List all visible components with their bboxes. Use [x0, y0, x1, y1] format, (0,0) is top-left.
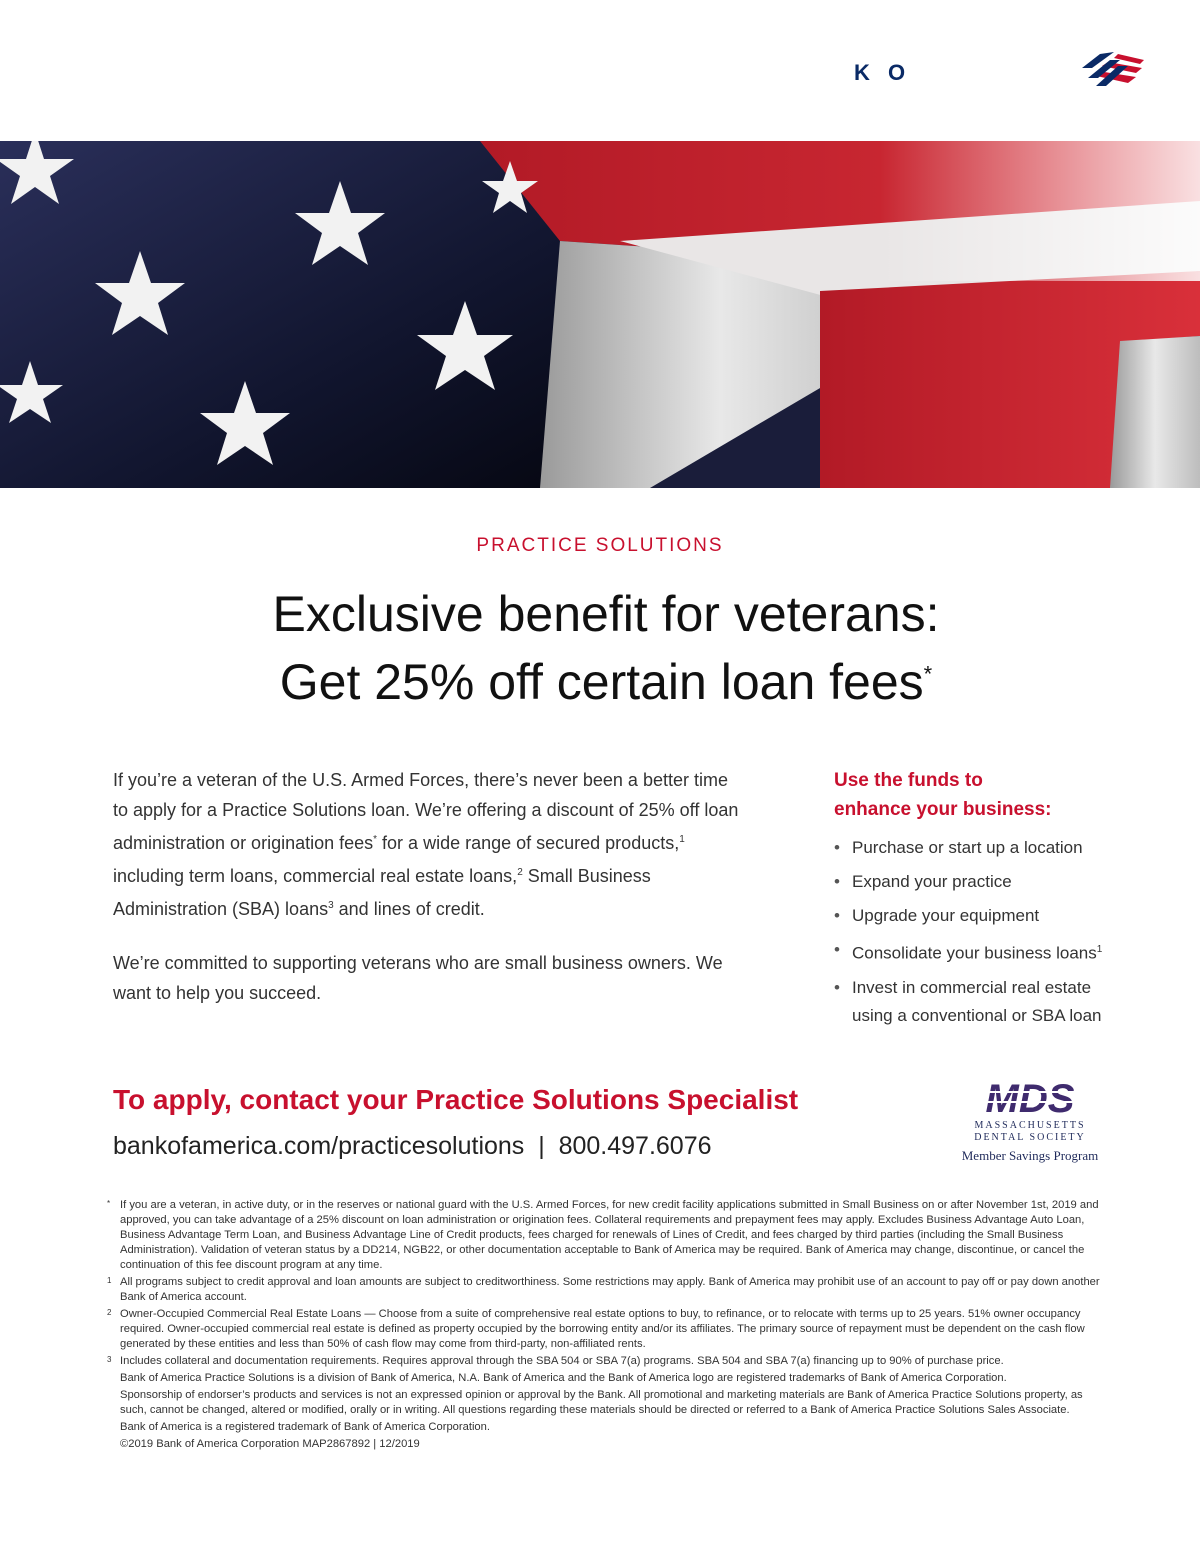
- american-flag-illustration: [0, 141, 1200, 488]
- footnote: [107, 1307, 1108, 1352]
- contact-text[interactable]: bankofamerica.com/practicesolutions | 800.497.6076: [113, 1132, 712, 1160]
- mds-logo: [955, 1078, 1105, 1168]
- headline-footnote-mark: *: [923, 661, 933, 687]
- sidebar-title-line-1: Use the funds to: [834, 770, 983, 791]
- page-header: [0, 0, 1200, 141]
- footnotes: [107, 1198, 1108, 1454]
- brand-wordmark: K O: [854, 60, 912, 85]
- footnote-text: Includes collateral and documentation requirements. Requires approval through the SBA 504 or SBA 7(a) programs. SBA 504 and SBA 7(a) financing up to 90% of purchase price.: [120, 1355, 1004, 1367]
- footnote-mark: 3: [107, 1355, 112, 1364]
- mds-line-3: Member Savings Program: [961, 1148, 1099, 1163]
- section-eyebrow: PRACTICE SOLUTIONS: [476, 535, 724, 556]
- mds-logo-text: MDS: [985, 1078, 1075, 1118]
- hero-flag-image: [0, 141, 1200, 488]
- footnote-mark: *: [107, 1199, 111, 1208]
- list-item: [834, 936, 1134, 968]
- legal-text: Bank of America Practice Solutions is a division of Bank of America, N.A. Bank of America and the Bank of America logo are registered trademarks of Bank of America Corporation.: [120, 1372, 1007, 1384]
- body-paragraph-2: We’re committed to supporting veterans who are small business owners. We want to help you succeed.: [113, 953, 723, 1003]
- headline-line-1: Exclusive benefit for veterans:: [272, 586, 940, 642]
- footnote-mark: 1: [1096, 944, 1103, 955]
- body-text: and lines of credit.: [333, 899, 485, 919]
- list-item-text: Purchase or start up a location: [852, 838, 1083, 857]
- list-item: [834, 868, 1134, 896]
- list-item-text: Consolidate your business loans: [852, 943, 1097, 963]
- footnote-mark: 2: [107, 1308, 112, 1317]
- body-copy: [113, 765, 743, 1032]
- footnote-text: Owner-Occupied Commercial Real Estate Loans — Choose from a suite of comprehensive real estate options to buy, to refinance, or to relocate with terms up to 25 years. 51% owner occupancy required. Owner-occupied commercial real estate is defined as property occupied by the borrowing entity and/or its affiliates. The primary source of repayment must be dependent on the cash flow generated by these entities and less than 50% of cash flow may come from third-party, non-affiliated rents.: [120, 1308, 1085, 1350]
- sidebar-title: [834, 766, 1134, 824]
- legal-line: [113, 1420, 1108, 1435]
- funds-sidebar: [834, 766, 1134, 1036]
- mds-logo-mark-icon: [955, 1078, 1105, 1118]
- footnote-mark: 1: [107, 1276, 112, 1285]
- legal-text: Bank of America is a registered trademark of Bank of America Corporation.: [120, 1421, 490, 1433]
- list-item: [834, 974, 1134, 1030]
- body-text: If you’re a veteran of the U.S. Armed Forces, there’s never been a better time to apply for a Practice Solutions loan. We’re offering a discount of 25% off loan administration or origination fees: [113, 770, 739, 853]
- cta-title: To apply, contact your Practice Solutions Specialist: [113, 1084, 799, 1115]
- footnote-mark: 2: [517, 867, 523, 878]
- mds-line-2: DENTAL SOCIETY: [974, 1132, 1086, 1143]
- list-item: [834, 834, 1134, 862]
- body-paragraph-1: [113, 765, 743, 924]
- footnote: [107, 1275, 1108, 1305]
- footnote-mark: *: [373, 834, 378, 845]
- footnote-text: All programs subject to credit approval and loan amounts are subject to creditworthiness. Some restrictions may apply. Bank of America may prohibit use of an account to pay off or pay down another Bank of America account.: [120, 1276, 1100, 1303]
- footnote-mark: 1: [679, 834, 685, 845]
- bank-of-america-flag-icon: [1078, 50, 1148, 90]
- mds-line-1: MASSACHUSETTS: [974, 1120, 1086, 1131]
- footnote-text: If you are a veteran, in active duty, or in the reserves or national guard with the U.S. Armed Forces, for new credit facility applications submitted in Small Business on or after November 1st, 2019 and approved, you can take advantage of a 25% discount on loan administration or origination fees. Collateral requirements and prepayment fees may apply. Excludes Business Advantage Auto Loan, Business Advantage Term Loan, and Business Advantage Line of Credit products, fees charged for renewals of Lines of Credit, and fees charged by third parties (including the Small Business Administration). Validation of veteran status by a DD214, NGB22, or other documentation acceptable to Bank of America may be required. Bank of America may change, discontinue, or cancel the continuation of this fee discount program at any time.: [120, 1199, 1099, 1271]
- page-headline: [0, 580, 1200, 716]
- list-item-text: Upgrade your equipment: [852, 906, 1040, 925]
- copyright-line: [113, 1437, 1108, 1452]
- body-text: Small Business Administration (SBA) loans: [113, 866, 651, 919]
- copyright-text: ©2019 Bank of America Corporation MAP2867892 | 12/2019: [120, 1438, 420, 1450]
- footnote: [107, 1354, 1108, 1369]
- list-item: [834, 902, 1134, 930]
- footnote-mark: 3: [328, 900, 334, 911]
- list-item-text: Expand your practice: [852, 872, 1012, 891]
- body-text: including term loans, commercial real estate loans,: [113, 866, 518, 886]
- legal-line: [113, 1388, 1108, 1418]
- footnote: [107, 1198, 1108, 1273]
- contact-line[interactable]: [113, 1132, 712, 1161]
- headline-line-2: Get 25% off certain loan fees: [279, 654, 924, 710]
- body-text: for a wide range of secured products,: [377, 833, 680, 853]
- legal-line: [113, 1371, 1108, 1386]
- list-item-text: Invest in commercial real estate using a conventional or SBA loan: [852, 977, 1102, 1025]
- sidebar-title-line-2: enhance your business:: [834, 799, 1052, 820]
- legal-text: Sponsorship of endorser’s products and services is not an expressed opinion or approval by the Bank. All promotional and marketing materials are Bank of America Practice Solutions property, as such, cannot be changed, altered or modified, orally or in writing. All questions regarding these materials should be directed or referred to a Bank of America Practice Solutions Sales Associate.: [120, 1389, 1083, 1416]
- benefits-list: [834, 834, 1134, 1030]
